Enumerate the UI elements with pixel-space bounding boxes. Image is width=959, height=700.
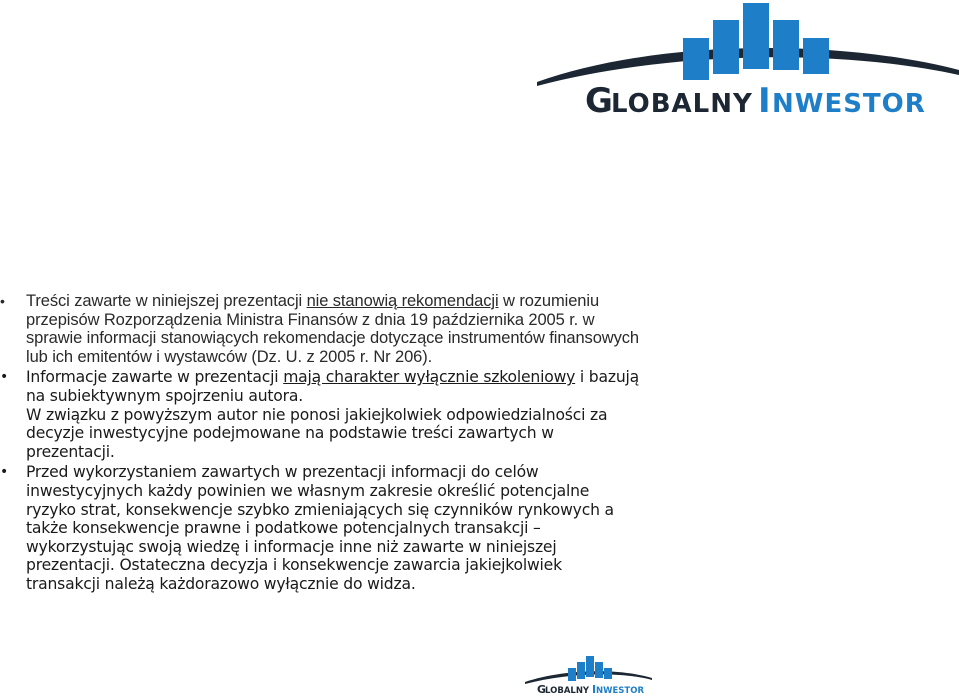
bullet-point-icon: •	[0, 369, 9, 386]
bullet-2-underlined-text: mają charakter wyłącznie szkoleniowy	[283, 368, 576, 387]
svg-text:LOBALNY: LOBALNY	[611, 89, 753, 119]
svg-text:LOBALNY: LOBALNY	[545, 686, 590, 695]
bullet-2-text-end: i bazują na subiektywnym spojrzeniu autora.	[26, 368, 640, 405]
bullet-3-text: Przed wykorzystaniem zawartych w prezentacji informacji do celów inwestycyjnych każdy powinien we własnym zakresie określić potencjalne ryzyko strat, konsekwencje szybko zmieniających się czynników rynkowych a także konsekwencje prawne i podatkowe potencjalnych transakcji – wykorzystując swoją wiedzę i informacje inne niż zawarte w niniejszej prezentacji. Ostateczna decyzja i konsekwencje zawarcia jakiejkolwiek transakcji należą każdorazowo wyłącznie do widza.	[26, 463, 614, 593]
svg-text:NWESTOR: NWESTOR	[596, 686, 644, 695]
bullet-2-text-start: Informacje zawarte w prezentacji	[26, 368, 284, 387]
globalny-inwestor-logo	[535, 0, 959, 125]
logo-small-graphic	[524, 655, 652, 695]
svg-text:G: G	[537, 683, 547, 695]
bullet-1-underlined-text: nie stanowią rekomendacji	[306, 292, 499, 310]
svg-text:G: G	[585, 81, 614, 121]
disclaimer-bullet-1	[0, 292, 640, 366]
globalny-inwestor-logo-small	[524, 655, 652, 695]
svg-text:I: I	[758, 81, 771, 121]
bullet-1-text-start: Treści zawarte w niniejszej prezentacji	[26, 292, 307, 310]
svg-text:I: I	[592, 683, 597, 695]
bullet-1-text-end: w rozumieniu przepisów Rozporządzenia Ministra Finansów z dnia 19 października 2005 r. w sprawie informacji stanowiących rekomendacje dotyczące instrumentów finansowych lub ich emitentów i wystawców (Dz. U. z 2005 r. Nr 206).	[26, 292, 639, 366]
disclaimer-bullet-2	[0, 368, 640, 461]
disclaimer-text	[0, 292, 640, 594]
svg-text:NWESTOR: NWESTOR	[772, 89, 926, 119]
bullet-point-icon: •	[0, 293, 5, 309]
bullet-point-icon: •	[0, 464, 9, 481]
bullet-2-extra-paragraph: W związku z powyższym autor nie ponosi jakiejkolwiek odpowiedzialności za decyzje inwestycyjne podejmowane na podstawie treści zawartych w prezentacji.	[26, 405, 608, 461]
logo-graphic	[535, 0, 959, 125]
disclaimer-bullet-3	[0, 463, 640, 593]
